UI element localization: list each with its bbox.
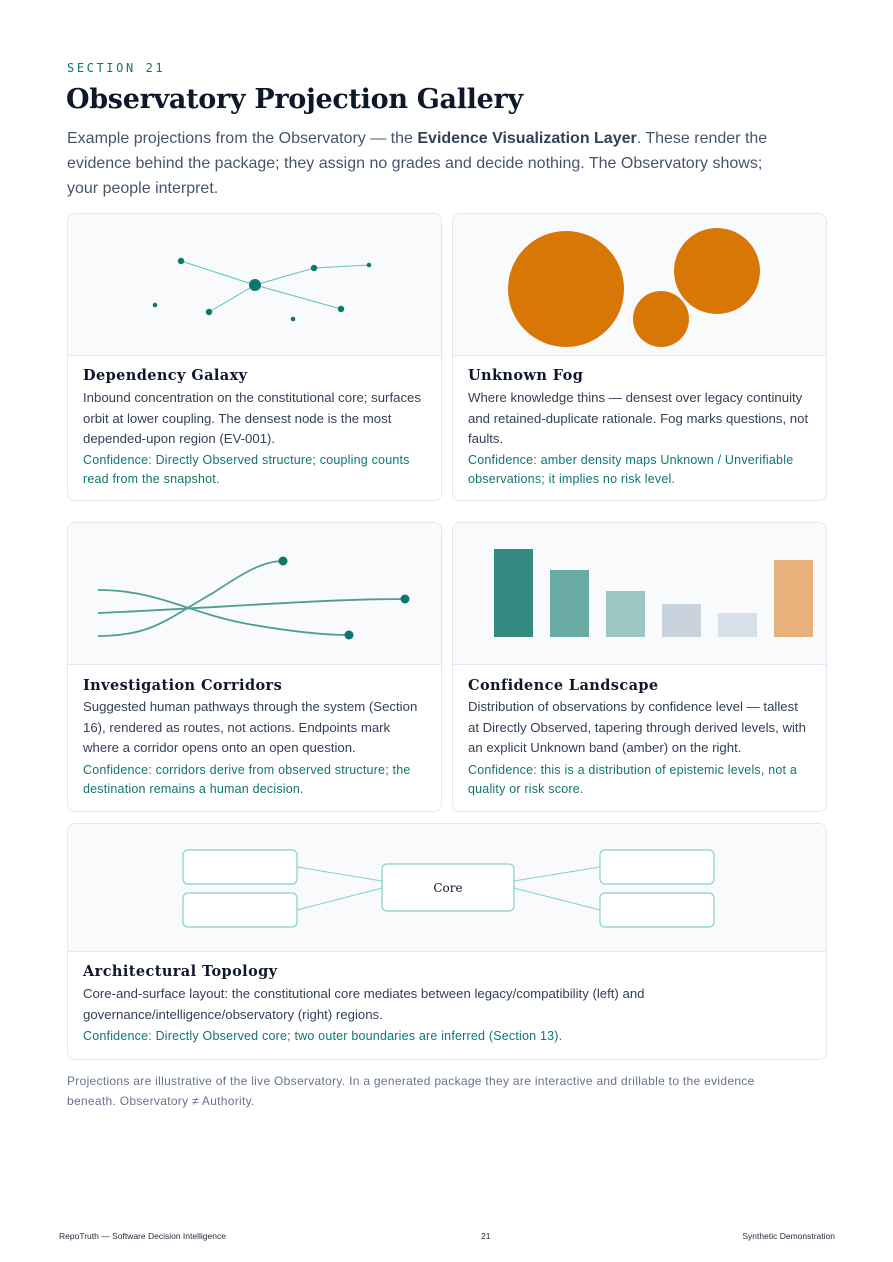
fog-bubble: [633, 291, 689, 347]
footnote: Projections are illustrative of the live Observatory. In a generated package they are interactive and drillable to the evidence beneath. Observatory ≠ Authority.: [67, 1074, 755, 1108]
corridor-endpoint: [345, 631, 354, 640]
confidence-bar: [494, 549, 533, 637]
confidence-landscape-viz: [453, 523, 826, 665]
footer-page-number: 21: [481, 1231, 491, 1241]
card-confidence: Confidence: Directly Observed structure; coupling counts read from the snapshot.: [83, 453, 410, 486]
card-title: Dependency Galaxy: [83, 367, 248, 384]
galaxy-node: [206, 309, 212, 315]
dependency-galaxy-viz: [68, 214, 441, 356]
fog-bubble: [508, 231, 624, 347]
topology-link: [297, 888, 382, 910]
card-investigation-corridors: [67, 522, 442, 812]
galaxy-node: [338, 306, 344, 312]
confidence-bar: [662, 604, 701, 637]
corridor-route: [98, 599, 405, 613]
corridor-route: [98, 590, 349, 635]
topology-link: [514, 867, 600, 881]
galaxy-node: [178, 258, 184, 264]
intro-paragraph: [67, 126, 777, 201]
confidence-bar: [606, 591, 645, 637]
card-title: Investigation Corridors: [83, 677, 283, 694]
topology-link: [514, 888, 600, 910]
card-description: Core-and-surface layout: the constitutional core mediates between legacy/compatibility (left) and governance/intelligence/observatory (right) regions.: [83, 986, 645, 1022]
card-title: Confidence Landscape: [468, 677, 659, 694]
card-confidence: Confidence: corridors derive from observed structure; the destination remains a human decision.: [83, 763, 411, 796]
dependency-galaxy-graph: [68, 214, 442, 355]
card-title: Unknown Fog: [468, 367, 584, 384]
intro-bold-term: Evidence Visualization Layer: [417, 130, 637, 147]
card-confidence-landscape: [452, 522, 827, 812]
unknown-fog-viz: [453, 214, 826, 356]
card-description: Suggested human pathways through the system (Section 16), rendered as routes, not actions. Endpoints mark where a corridor opens onto an open question.: [83, 699, 418, 755]
card-dependency-galaxy: [67, 213, 442, 501]
confidence-bar: [774, 560, 813, 637]
galaxy-core-node: [249, 279, 261, 291]
page-title: Observatory Projection Gallery: [66, 84, 523, 115]
card-description: Where knowledge thins — densest over legacy continuity and retained-duplicate rationale. Fog marks questions, not faults.: [468, 390, 809, 446]
topology-box-intelligence: [600, 893, 714, 927]
card-title: Architectural Topology: [83, 963, 278, 980]
galaxy-node: [153, 303, 158, 308]
corridors-routes: [68, 523, 442, 664]
unknown-fog-bubbles: [453, 214, 827, 355]
galaxy-node: [311, 265, 317, 271]
confidence-bar: [550, 570, 589, 637]
galaxy-edge: [314, 265, 369, 268]
investigation-corridors-viz: [68, 523, 441, 665]
confidence-landscape-chart: [453, 523, 827, 664]
intro-text-start: Example projections from the Observatory — the: [67, 130, 418, 147]
confidence-bar: [718, 613, 757, 637]
footer-left: RepoTruth — Software Decision Intelligence: [59, 1231, 226, 1241]
section-label: SECTION 21: [67, 61, 166, 75]
corridor-endpoint: [401, 595, 410, 604]
card-confidence: Confidence: Directly Observed core; two outer boundaries are inferred (Section 13).: [83, 1029, 563, 1043]
galaxy-edge: [181, 261, 255, 285]
galaxy-edge: [255, 285, 341, 309]
corridor-endpoint: [279, 557, 288, 566]
galaxy-edge: [209, 285, 255, 312]
intro-text-end: . These render the evidence behind the package; they assign no grades and decide nothing. The Observatory shows; your people interpret.: [67, 130, 768, 197]
topology-diagram: [68, 824, 827, 951]
topology-link: [297, 867, 382, 881]
card-confidence: Confidence: this is a distribution of epistemic levels, not a quality or risk score.: [468, 763, 798, 796]
topology-core-label: Core: [433, 881, 463, 895]
galaxy-edge: [255, 268, 314, 285]
galaxy-node: [367, 263, 372, 268]
topology-box-governance: [600, 850, 714, 884]
topology-box-compatibility: [183, 893, 297, 927]
card-architectural-topology: [67, 823, 827, 1060]
architectural-topology-viz: [68, 824, 826, 952]
card-confidence: Confidence: amber density maps Unknown / Unverifiable observations; it implies no risk level.: [468, 453, 794, 486]
galaxy-node: [291, 317, 296, 322]
footer-right: Synthetic Demonstration: [742, 1231, 835, 1241]
card-description: Distribution of observations by confidence level — tallest at Directly Observed, tapering through derived levels, with an explicit Unknown band (amber) on the right.: [468, 699, 806, 755]
fog-bubble: [674, 228, 760, 314]
card-description: Inbound concentration on the constitutional core; surfaces orbit at lower coupling. The densest node is the most depended-upon region (EV-001).: [83, 390, 421, 446]
topology-box-legacy: [183, 850, 297, 884]
card-unknown-fog: [452, 213, 827, 501]
